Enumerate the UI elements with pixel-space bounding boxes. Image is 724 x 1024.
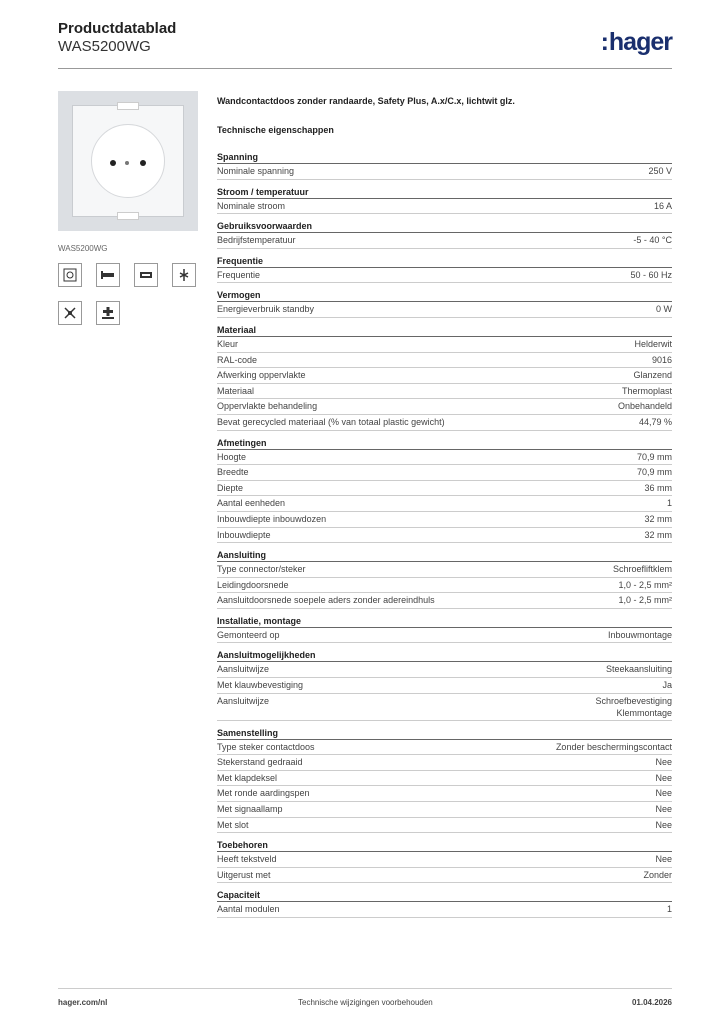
- spec-section: [217, 289, 672, 318]
- section-title: Toebehoren: [217, 839, 672, 852]
- spec-label: Diepte: [217, 482, 244, 493]
- spec-label: Leidingdoorsnede: [217, 579, 289, 590]
- spec-value: Schroefliftklem: [612, 564, 672, 575]
- spec-label: Materiaal: [217, 385, 255, 396]
- spec-value: Zonder: [643, 869, 672, 880]
- spec-row: [217, 678, 672, 694]
- section-title: Samenstelling: [217, 727, 672, 740]
- spec-label: Gemonteerd op: [217, 629, 280, 640]
- spec-label: Nominale stroom: [217, 200, 286, 211]
- section-title: Aansluiting: [217, 549, 672, 562]
- section-title: Capaciteit: [217, 889, 672, 902]
- spec-label: Aansluitdoorsnede soepele aders zonder adereindhuls: [217, 595, 435, 606]
- spec-row: [217, 786, 672, 802]
- spec-value: 44,79 %: [638, 416, 672, 427]
- spec-section: [217, 186, 672, 215]
- spec-row: [217, 512, 672, 528]
- spec-label: Inbouwdiepte: [217, 529, 271, 540]
- spec-label: Uitgerust met: [217, 869, 271, 880]
- spec-label: Aansluitwijze: [217, 664, 270, 675]
- spec-row: [217, 302, 672, 318]
- spec-section: [217, 889, 672, 918]
- section-title: Stroom / temperatuur: [217, 186, 672, 199]
- spec-value: 36 mm: [644, 482, 672, 493]
- spec-value: Zonder beschermingscontact: [555, 741, 672, 752]
- spec-value: 32 mm: [644, 513, 672, 524]
- spec-label: Aantal eenheden: [217, 498, 286, 509]
- spec-value: 32 mm: [644, 529, 672, 540]
- spec-value-line: Klemmontage: [616, 707, 672, 718]
- spec-label: Energieverbruik standby: [217, 304, 315, 315]
- spec-row: [217, 353, 672, 369]
- spec-value: Nee: [655, 804, 672, 815]
- product-description: Wandcontactdoos zonder randaarde, Safety Plus, A.x/C.x, lichtwit glz.: [217, 96, 515, 106]
- header-divider: [58, 68, 672, 69]
- spec-section: [217, 727, 672, 834]
- spec-section: [217, 839, 672, 883]
- spec-label: Heeft tekstveld: [217, 854, 277, 865]
- spec-row: [217, 415, 672, 431]
- spec-row: [217, 593, 672, 609]
- section-title: Aansluitmogelijkheden: [217, 649, 672, 662]
- spec-value: Onbehandeld: [617, 401, 672, 412]
- spec-value: 70,9 mm: [636, 467, 672, 478]
- spec-value: 1,0 - 2,5 mm²: [618, 579, 672, 590]
- spec-row: [217, 199, 672, 215]
- spec-row: [217, 740, 672, 756]
- section-title: Frequentie: [217, 255, 672, 268]
- spec-row: [217, 562, 672, 578]
- spec-row: [217, 268, 672, 284]
- spec-row: [217, 802, 672, 818]
- flat-connector-icon: [96, 263, 120, 287]
- spec-section: [217, 615, 672, 644]
- spec-value-line: Schroefbevestiging: [595, 695, 672, 706]
- spec-row: [217, 368, 672, 384]
- page-title: Productdatablad: [58, 20, 177, 37]
- spec-value: 16 A: [653, 200, 672, 211]
- spec-value: 1: [666, 498, 672, 509]
- spec-label: Met ronde aardingspen: [217, 788, 310, 799]
- spec-label: Met slot: [217, 819, 249, 830]
- spec-value: Nee: [655, 757, 672, 768]
- spec-row: [217, 755, 672, 771]
- spec-row: [217, 465, 672, 481]
- spec-value: Nee: [655, 819, 672, 830]
- product-image: [58, 91, 198, 231]
- socket-face: [91, 124, 165, 198]
- spec-value: Ja: [662, 680, 672, 691]
- spec-value: 1,0 - 2,5 mm²: [618, 595, 672, 606]
- spec-section: [217, 255, 672, 284]
- spec-section: [217, 437, 672, 544]
- socket-outline-icon: [58, 263, 82, 287]
- spec-row: [217, 852, 672, 868]
- spec-row: [217, 628, 672, 644]
- spec-label: Met klapdeksel: [217, 772, 278, 783]
- spec-row: [217, 528, 672, 544]
- spec-label: Aansluitwijze: [217, 695, 270, 706]
- spec-value: Nee: [655, 772, 672, 783]
- spec-label: Type connector/steker: [217, 564, 306, 575]
- spec-value: Thermoplast: [621, 385, 672, 396]
- spec-label: Bedrijfstemperatuur: [217, 235, 296, 246]
- spec-row: [217, 337, 672, 353]
- spec-value: 9016: [651, 354, 672, 365]
- spec-value: Nee: [655, 854, 672, 865]
- spec-value: [595, 694, 672, 720]
- spec-row: [217, 578, 672, 594]
- spec-value: -5 - 40 °C: [633, 235, 672, 246]
- spec-row: [217, 496, 672, 512]
- spec-label: Oppervlakte behandeling: [217, 401, 318, 412]
- spec-label: Aantal modulen: [217, 904, 280, 915]
- spec-section: [217, 549, 672, 609]
- spec-section: [217, 324, 672, 431]
- spec-value: Nee: [655, 788, 672, 799]
- spec-row: [217, 399, 672, 415]
- spec-value: Glanzend: [633, 370, 672, 381]
- spec-row: [217, 384, 672, 400]
- tech-heading: Technische eigenschappen: [217, 125, 334, 135]
- spec-value: 0 W: [655, 304, 672, 315]
- footer-website[interactable]: hager.com/nl: [58, 998, 108, 1007]
- section-title: Materiaal: [217, 324, 672, 337]
- spec-value: 50 - 60 Hz: [630, 269, 672, 280]
- spec-label: Met klauwbevestiging: [217, 680, 304, 691]
- spec-row: [217, 694, 672, 721]
- spec-label: Stekerstand gedraaid: [217, 757, 303, 768]
- spec-value: Helderwit: [634, 338, 672, 349]
- section-title: Installatie, montage: [217, 615, 672, 628]
- spec-row: [217, 902, 672, 918]
- footer-date: 01.04.2026: [631, 998, 672, 1007]
- spec-value: Steekaansluiting: [605, 664, 672, 675]
- specs-panel: [217, 96, 672, 918]
- spec-row: [217, 868, 672, 884]
- spec-section: [217, 151, 672, 180]
- product-panel: [58, 91, 198, 325]
- spec-label: Hoogte: [217, 451, 247, 462]
- spec-label: Afwerking oppervlakte: [217, 370, 306, 381]
- spec-value: 1: [666, 904, 672, 915]
- spec-label: Breedte: [217, 467, 249, 478]
- spec-label: RAL-code: [217, 354, 258, 365]
- spec-row: [217, 662, 672, 678]
- spec-label: Frequentie: [217, 269, 261, 280]
- cable-clip-icon: [58, 301, 82, 325]
- section-title: Spanning: [217, 151, 672, 164]
- section-title: Gebruiksvoorwaarden: [217, 220, 672, 233]
- spec-label: Inbouwdiepte inbouwdozen: [217, 513, 327, 524]
- spec-label: Met signaallamp: [217, 804, 283, 815]
- plus-box-icon: [96, 301, 120, 325]
- spec-row: [217, 818, 672, 834]
- section-title: Vermogen: [217, 289, 672, 302]
- footer-divider: [58, 988, 672, 989]
- spec-value: Inbouwmontage: [607, 629, 672, 640]
- spec-row: [217, 233, 672, 249]
- spec-label: Bevat gerecycled materiaal (% van totaal plastic gewicht): [217, 416, 445, 427]
- spec-label: Type steker contactdoos: [217, 741, 315, 752]
- spec-row: [217, 450, 672, 466]
- spec-row: [217, 164, 672, 180]
- spec-value: 70,9 mm: [636, 451, 672, 462]
- wide-connector-icon: [134, 263, 158, 287]
- footer-disclaimer: Technische wijzigingen voorbehouden: [298, 998, 433, 1007]
- spring-clip-icon: [172, 263, 196, 287]
- spec-value: 250 V: [648, 166, 672, 176]
- spec-section: [217, 649, 672, 720]
- spec-row: [217, 771, 672, 787]
- product-code: WAS5200WG: [58, 38, 151, 55]
- spec-sections: [217, 151, 672, 918]
- spec-row: [217, 481, 672, 497]
- spec-section: [217, 220, 672, 249]
- image-caption: WAS5200WG: [58, 244, 108, 253]
- hager-logo: :hager: [600, 28, 672, 56]
- header: [58, 20, 672, 68]
- spec-label: Kleur: [217, 338, 239, 349]
- section-title: Afmetingen: [217, 437, 672, 450]
- feature-icons: [58, 263, 198, 325]
- spec-label: Nominale spanning: [217, 166, 295, 176]
